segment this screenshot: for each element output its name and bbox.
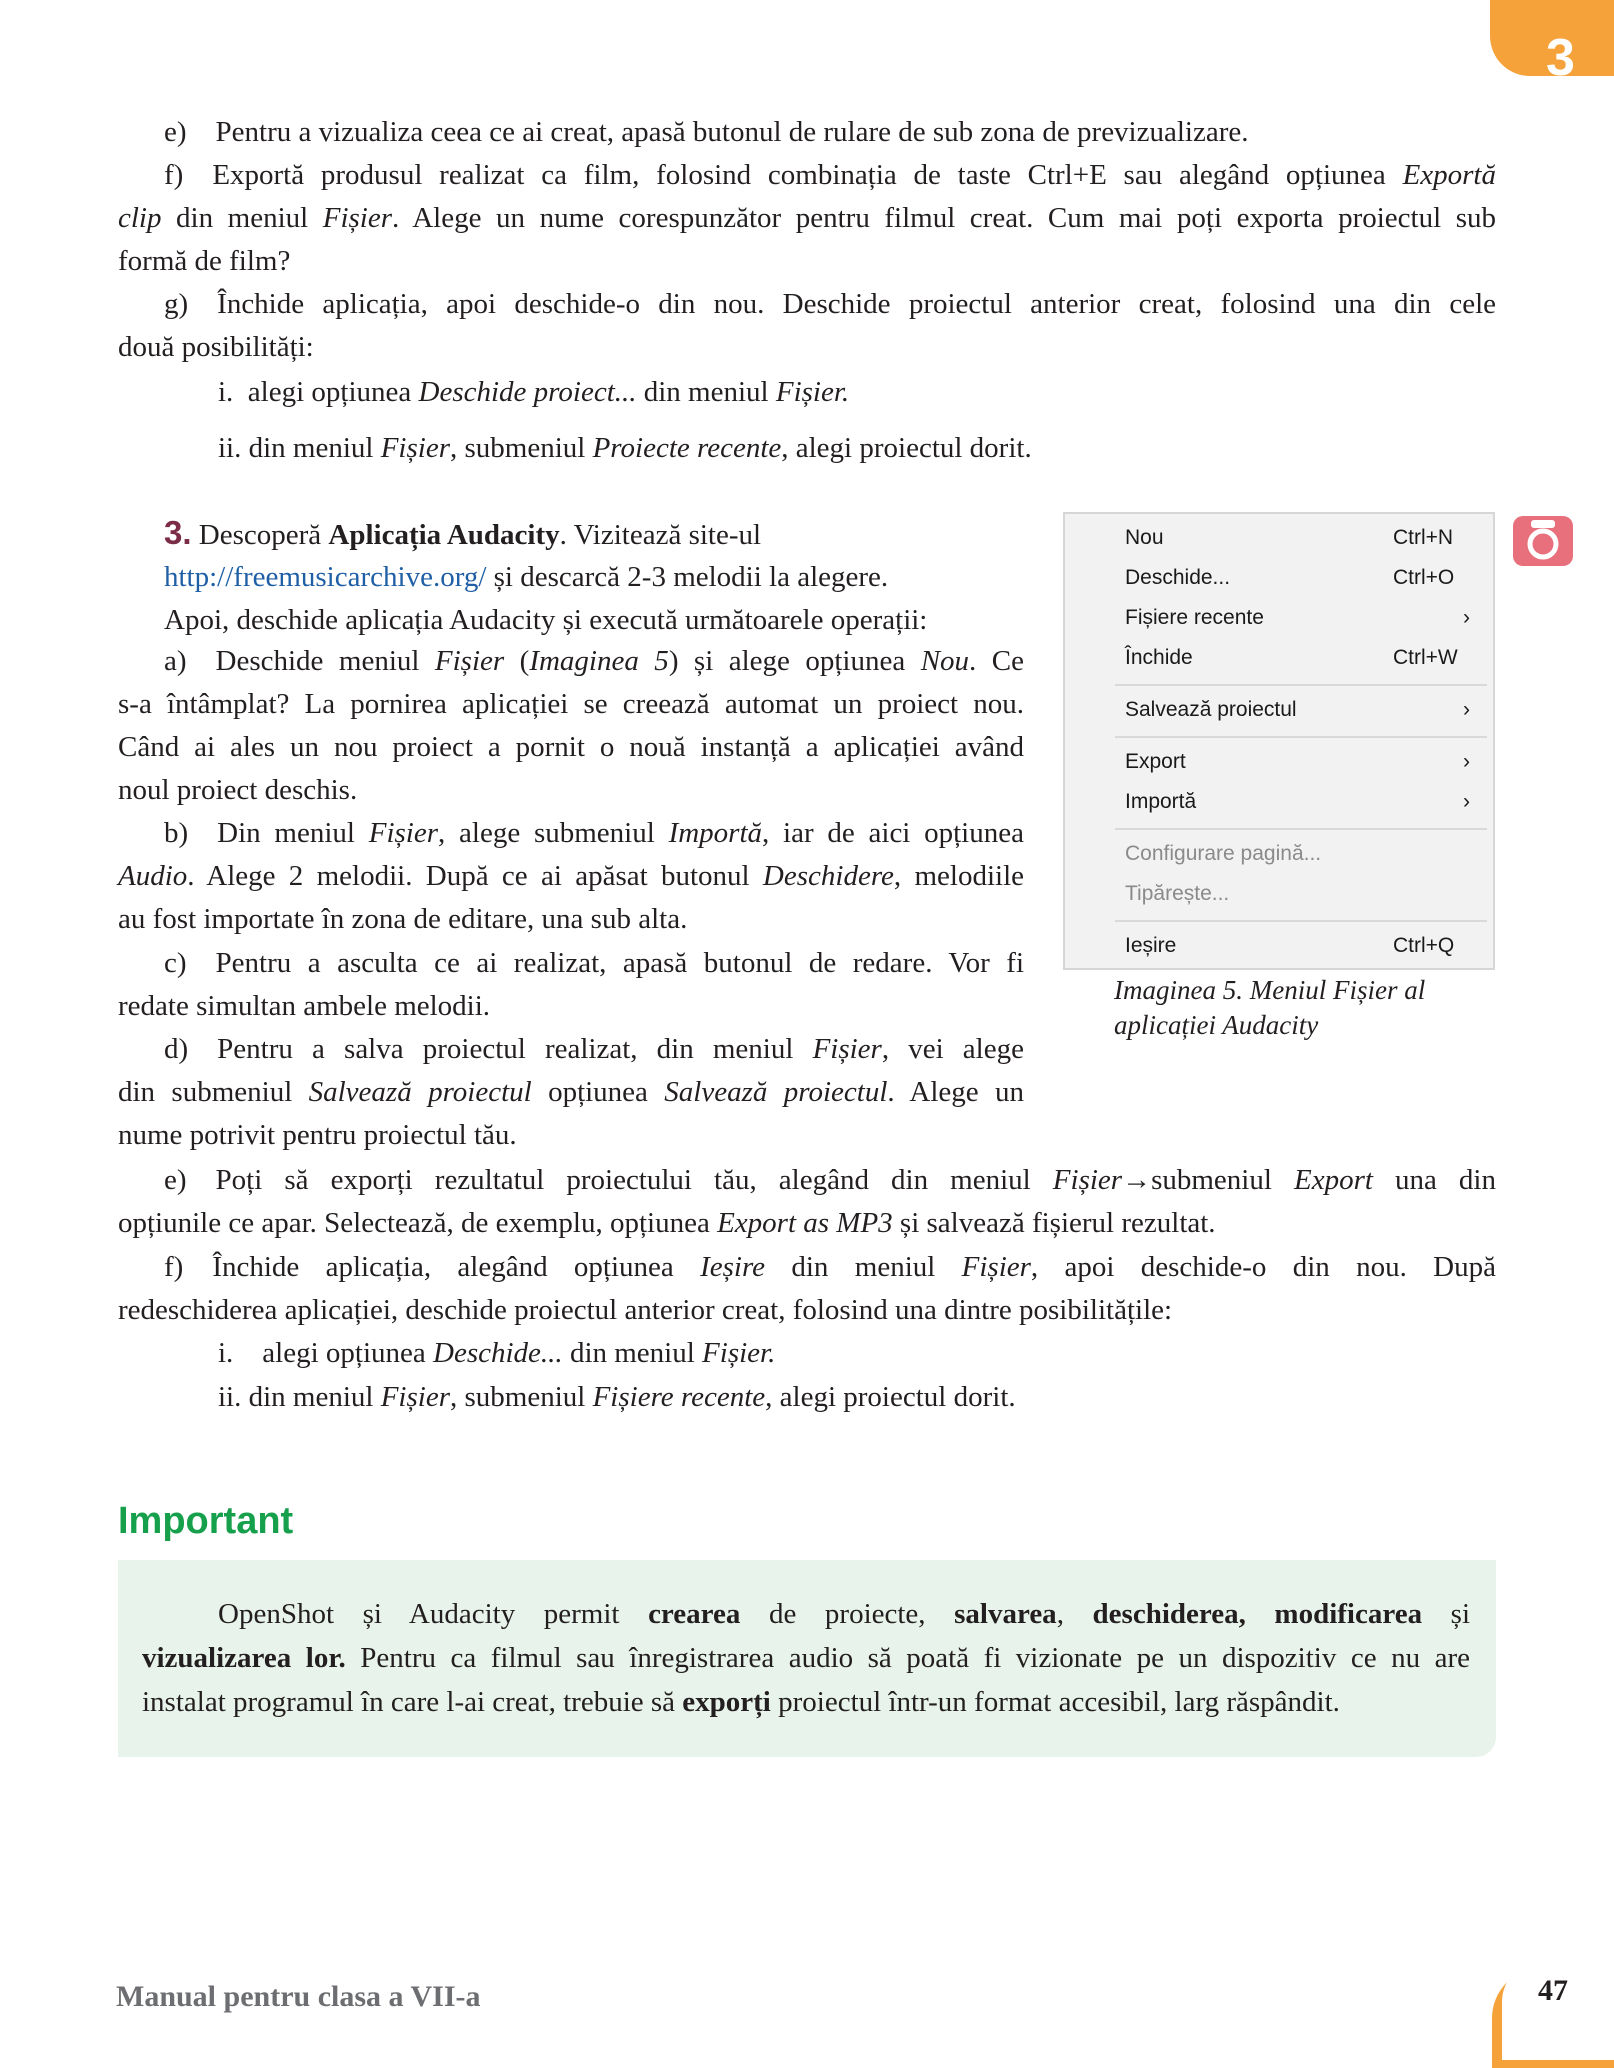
step-f-text3: . Alege un nume corespunzător pentru filmul creat. Cum mai poți exporta proiectul sub [392, 202, 1496, 234]
step-e-italic2: Export [1293, 1164, 1373, 1196]
step-e-text: e) Pentru a vizualiza ceea ce ai creat, apasă butonul de rulare de sub zona de previzualizare. [164, 116, 1249, 148]
step-b-italic: Fișier [368, 817, 439, 849]
important-text3: , [1056, 1598, 1093, 1630]
option-ii-italic: Fișier [380, 432, 450, 464]
opt-i-italic: Deschide... [433, 1337, 563, 1369]
step-e-italic: Fișier [1052, 1164, 1123, 1196]
chevron-right-icon: › [1463, 606, 1470, 629]
exercise-3-link-text: și descarcă 2-3 melodii la alegere. [486, 561, 889, 593]
option-ii-text2: , submeniul [450, 432, 593, 464]
important-text4: și [1422, 1598, 1471, 1630]
step-d-line1 [118, 1029, 1024, 1069]
step-d-italic: Fișier [812, 1033, 882, 1065]
step-f-a-italic2: Fișier [961, 1251, 1031, 1283]
step-f-audacity-line1 [118, 1247, 1496, 1287]
step-b-text4: . Alege 2 melodii. După ce ai apăsat butonul [187, 860, 763, 892]
step-a-line1 [118, 641, 1024, 681]
step-d-text2: , vei alege [881, 1033, 1024, 1065]
step-e-openshot [164, 112, 1496, 152]
option-ii-text3: , alegi proiectul dorit. [781, 432, 1032, 464]
step-f-line1 [118, 155, 1496, 195]
menu-shortcut-iesire: Ctrl+Q [1393, 934, 1455, 957]
step-b-italic2: Importă [668, 817, 763, 849]
option-i-text: i. alegi opțiunea [218, 376, 419, 408]
menu-separator [1115, 828, 1487, 830]
step-b-italic4: Deschidere [762, 860, 894, 892]
menu-separator [1115, 920, 1487, 922]
step-a-italic: Fișier [434, 645, 505, 677]
camera-icon [1513, 516, 1573, 566]
menu-item-configurare-pagina: Configurare pagină... [1125, 842, 1322, 865]
step-b-text2: , alege submeniul [438, 817, 669, 849]
menu-separator [1115, 684, 1487, 686]
step-c-line2: redate simultan ambele melodii. [118, 990, 491, 1022]
step-e-text1: e) Poți să exporți rezultatul proiectului tău, alegând din meniul [164, 1164, 1053, 1196]
opt-i-text2: din meniul [562, 1337, 703, 1369]
option-i-italic: Deschide proiect... [418, 376, 637, 408]
option-i-text2: din meniul [636, 376, 776, 408]
step-f-option-i [218, 1333, 1596, 1373]
exercise-number: 3. [164, 514, 192, 551]
important-bold4: vizualizarea lor. [142, 1642, 346, 1674]
step-f-line2 [118, 198, 1496, 238]
step-b-text5: , melodiile [893, 860, 1024, 892]
camera-icon-svg [1513, 516, 1573, 566]
step-f-audacity-line2: redeschiderea aplicației, deschide proiectul anterior creat, folosind una dintre posibilitățile: [118, 1294, 1173, 1326]
step-d-text4: opțiunea [531, 1076, 665, 1108]
step-g-line2: două posibilități: [118, 331, 314, 363]
important-bold3: deschiderea, modificarea [1092, 1598, 1423, 1630]
step-d-text: d) Pentru a salva proiectul realizat, din meniul [164, 1033, 813, 1065]
menu-shortcut-nou: Ctrl+N [1393, 526, 1454, 549]
important-text6: instalat programul în care l-ai creat, trebuie să [142, 1686, 683, 1718]
step-e-line1 [118, 1160, 1496, 1200]
exercise-3-text: Descoperă [191, 519, 329, 551]
step-b-text: b) Din meniul [164, 817, 369, 849]
step-d-italic2: Salvează proiectul [308, 1076, 532, 1108]
step-g-line1: g) Închide aplicația, apoi deschide-o din nou. Deschide proiectul anterior creat, folosind una din cele [164, 288, 1496, 320]
menu-item-inchide[interactable]: Închide [1125, 646, 1193, 669]
step-d-text5: . Alege un [887, 1076, 1024, 1108]
menu-shortcut-deschide: Ctrl+O [1393, 566, 1455, 589]
step-g-option-ii [218, 428, 1596, 468]
freemusicarchive-link[interactable]: http://freemusicarchive.org/ [164, 561, 487, 593]
opt-i-italic2: Fișier. [702, 1337, 776, 1369]
important-line3 [142, 1682, 1470, 1722]
step-a-text: a) Deschide meniul [164, 645, 435, 677]
menu-separator [1115, 736, 1487, 738]
step-e-line2 [118, 1203, 1496, 1243]
exercise-3-intro: Apoi, deschide aplicația Audacity și execută următoarele operații: [164, 604, 928, 636]
option-ii-text: ii. din meniul [218, 432, 381, 464]
step-f-text2: din meniul [161, 202, 323, 234]
step-c-line1: c) Pentru a asculta ce ai realizat, apasă butonul de redare. Vor fi [164, 947, 1024, 979]
chapter-number: 3 [1546, 29, 1575, 87]
opt-i-text: i. alegi opțiunea [218, 1337, 434, 1369]
opt-ii-text3: , alegi proiectul dorit. [765, 1381, 1016, 1413]
audacity-file-menu-screenshot [1063, 512, 1495, 970]
step-a-text4: . Ce [969, 645, 1024, 677]
option-i-italic2: Fișier. [775, 376, 850, 408]
important-text7: proiectul într-un format accesibil, larg răspândit. [770, 1686, 1340, 1718]
step-a-italic3: Nou [920, 645, 970, 677]
step-f-italic: Exportă [1402, 159, 1496, 191]
step-d-italic3: Salvează proiectul [664, 1076, 888, 1108]
step-f-a-text2: din meniul [765, 1251, 962, 1283]
important-title: Important [118, 1500, 294, 1542]
step-e-text4: opțiunile ce apar. Selectează, de exemplu, opțiunea [118, 1207, 718, 1239]
chevron-right-icon: › [1463, 790, 1470, 813]
step-b-italic3: Audio [118, 860, 188, 892]
step-f-text: f) Exportă produsul realizat ca film, folosind combinația de taste Ctrl+E sau alegând opțiunea [164, 159, 1403, 191]
opt-ii-italic: Fișier [380, 1381, 450, 1413]
step-a-line3: Când ai ales un nou proiect a pornit o nouă instanță a aplicației având [118, 731, 1024, 763]
exercise-3-text2: . Vizitează site-ul [559, 519, 762, 551]
important-text1: OpenShot și Audacity permit [218, 1598, 649, 1630]
menu-item-fisiere-recente[interactable]: Fișiere recente [1125, 606, 1264, 629]
important-bold2: salvarea [954, 1598, 1057, 1630]
step-f-a-italic: Ieșire [700, 1251, 766, 1283]
option-ii-italic2: Proiecte recente [592, 432, 782, 464]
step-b-text3: , iar de aici opțiunea [762, 817, 1024, 849]
menu-item-salveaza-proiectul[interactable]: Salvează proiectul [1125, 698, 1297, 721]
important-text5: Pentru ca filmul sau înregistrarea audio să poată fi vizionate pe un dispozitiv ce nu are [345, 1642, 1470, 1674]
step-d-text3: din submeniul [118, 1076, 309, 1108]
menu-item-tipareste: Tipărește... [1125, 882, 1230, 905]
step-b-line2 [118, 856, 1024, 896]
footer-manual-title: Manual pentru clasa a VII-a [116, 1980, 481, 2013]
menu-item-deschide[interactable]: Deschide... [1125, 566, 1231, 589]
chevron-right-icon: › [1463, 698, 1470, 721]
exercise-3-bold: Aplicația Audacity [328, 519, 560, 551]
step-a-text2: ( [504, 645, 530, 677]
important-bold5: exporți [682, 1686, 771, 1718]
menu-item-nou[interactable]: Nou [1125, 526, 1164, 549]
step-b-line1 [118, 813, 1024, 853]
step-f-line3: formă de film? [118, 245, 291, 277]
step-f-italic-clip: clip [118, 202, 162, 234]
step-a-line2: s-a întâmplat? La pornirea aplicației se creează automat un proiect nou. [118, 688, 1024, 720]
step-f-a-text: f) Închide aplicația, alegând opțiunea [164, 1251, 701, 1283]
menu-item-importa[interactable]: Importă [1125, 790, 1197, 813]
step-a-line4: noul proiect deschis. [118, 774, 358, 806]
step-f-a-text3: , apoi deschide-o din nou. După [1030, 1251, 1496, 1283]
menu-item-export[interactable]: Export [1125, 750, 1186, 773]
chevron-right-icon: › [1463, 750, 1470, 773]
menu-shortcut-inchide: Ctrl+W [1393, 646, 1458, 669]
important-bold1: crearea [648, 1598, 741, 1630]
important-text2: de proiecte, [740, 1598, 955, 1630]
menu-item-iesire[interactable]: Ieșire [1125, 934, 1177, 957]
important-line2 [142, 1638, 1470, 1678]
step-f-italic-fisier: Fișier [322, 202, 393, 234]
opt-ii-text2: , submeniul [450, 1381, 593, 1413]
important-line1 [218, 1594, 1470, 1634]
step-e-text2: →submeniul [1122, 1164, 1294, 1196]
opt-ii-italic2: Fișiere recente [592, 1381, 766, 1413]
step-a-italic2: Imaginea 5 [529, 645, 669, 677]
figure-caption: Imaginea 5. Meniul Fișier al aplicației Audacity [1114, 975, 1426, 1040]
step-e-text3: una din [1372, 1164, 1496, 1196]
step-f-option-ii [218, 1377, 1596, 1417]
step-g-option-i [218, 372, 1596, 412]
step-e-text5: și salvează fișierul rezultat. [892, 1207, 1216, 1239]
step-b-line3: au fost importate în zona de editare, una sub alta. [118, 903, 688, 935]
page-number: 47 [1538, 1974, 1568, 2007]
step-d-line3: nume potrivit pentru proiectul tău. [118, 1119, 517, 1151]
opt-ii-text: ii. din meniul [218, 1381, 381, 1413]
step-a-text3: ) și alege opțiunea [668, 645, 921, 677]
step-e-italic3: Export as MP3 [717, 1207, 893, 1239]
step-d-line2 [118, 1072, 1024, 1112]
